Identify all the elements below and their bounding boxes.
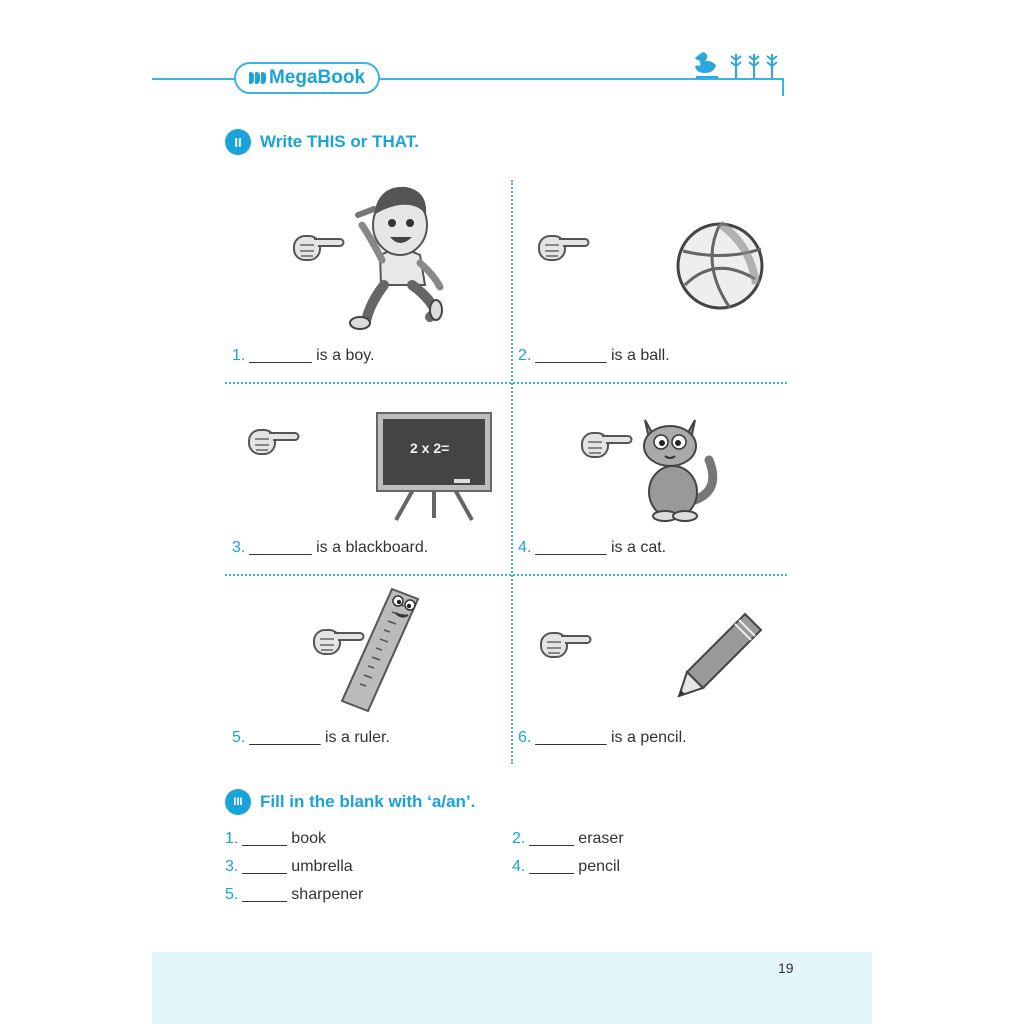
pointing-hand-icon xyxy=(539,627,595,663)
pointing-hand-icon xyxy=(580,427,636,463)
fill-item-4: 4. _____ pencil xyxy=(512,858,621,875)
blackboard-illustration xyxy=(374,410,494,522)
fill-item-1: 1. _____ book xyxy=(225,830,326,847)
section-3-title: Fill in the blank with ‘a/an’. xyxy=(260,792,476,811)
question-6: 6. ________ is a pencil. xyxy=(518,729,687,746)
question-4: 4. ________ is a cat. xyxy=(518,539,667,556)
fill-item-5: 5. _____ sharpener xyxy=(225,886,364,903)
ruler-illustration xyxy=(340,585,430,713)
ball-illustration xyxy=(675,221,765,311)
grid-divider-vertical xyxy=(511,180,513,764)
question-5: 5. ________ is a ruler. xyxy=(232,729,390,746)
header-rule-end xyxy=(782,78,784,96)
brand-logo xyxy=(234,62,380,94)
wheat-icon xyxy=(728,50,782,78)
boy-illustration xyxy=(340,185,450,335)
section-2-title: Write THIS or THAT. xyxy=(260,132,419,151)
question-2: 2. ________ is a ball. xyxy=(518,347,670,364)
fill-item-3: 3. _____ umbrella xyxy=(225,858,353,875)
duck-icon xyxy=(694,50,720,78)
question-1: 1. _______ is a boy. xyxy=(232,347,375,364)
question-3: 3. _______ is a blackboard. xyxy=(232,539,429,556)
grid-divider-row-1 xyxy=(225,382,787,384)
brand-mark-icon xyxy=(249,72,266,84)
section-2-badge: II xyxy=(225,129,251,155)
blackboard-text: 2 x 2= xyxy=(410,440,450,456)
page-footer xyxy=(152,952,872,1024)
pointing-hand-icon xyxy=(537,230,593,266)
page-number: 19 xyxy=(778,960,794,976)
grid-divider-row-2 xyxy=(225,574,787,576)
pointing-hand-icon xyxy=(247,424,303,460)
pencil-illustration xyxy=(675,610,765,700)
fill-item-2: 2. _____ eraser xyxy=(512,830,624,847)
cat-illustration xyxy=(635,410,720,522)
brand-name: MegaBook xyxy=(268,67,366,88)
section-3-badge: III xyxy=(225,789,251,815)
